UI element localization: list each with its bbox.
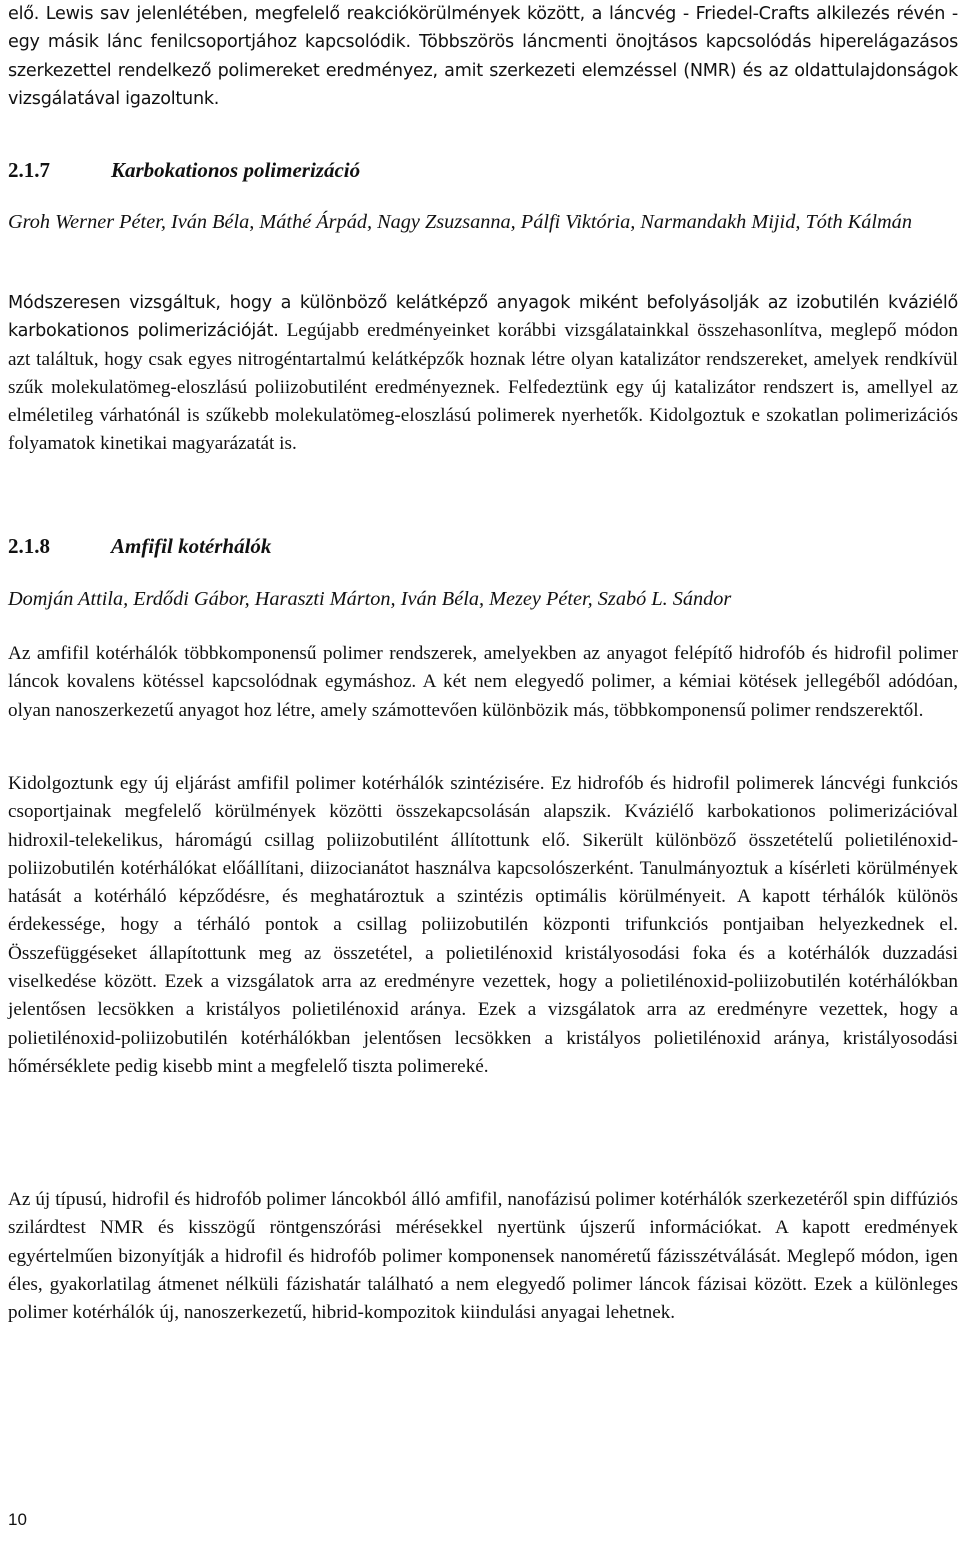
intro-paragraph — [8, 0, 958, 113]
section-title: Amfifil kotérhálók — [111, 534, 272, 558]
paragraph-sans-part: Módszeresen vizsgáltuk, hogy a különböző kelátképző anyagok miként befolyásolják az izobutilén kváziélő karbokationos polimerizációját. — [8, 293, 958, 342]
section-paragraph: Kidolgoztunk egy új eljárást amfifil polimer kotérhálók szintézisére. Ez hidrofób és hidrofil polimerek láncvégi funkciós csoportjainak megfelelő körülmények közötti összekapcsolásán alapszik. Kváziélő karbokationos polimerizációval hidroxil-telekelikus, háromágú csillag poliizobutilént állítottunk elő. Sikerült különböző összetételű polietilénoxid-poliizobutilén kotérhálókat előállítani, diizocianátot használva kapcsolószerként. Tanulmányoztuk a kísérleti körülmények hatását a kotérháló képződésre, és meghatároztuk a szintézis optimális körülményeit. A kapott térhálók különös érdekessége, hogy a térháló pontok a csillag poliizobutilén központi trifunkciós pontjaiban helyezkednek el. Összefüggéseket állapítottunk meg az összetétel, a polietilénoxid kristályosodási foka és a kotérhálók duzzadási viselkedése között. Ezek a vizsgálatok arra az eredményre vezettek, hogy a polietilénoxid-poliizobutilén kotérhálókban jelentősen lecsökken a kristályos polietilénoxid aránya. Ezek a vizsgálatok arra az eredményre vezettek, hogy a polietilénoxid-poliizobutilén kotérhálókban jelentősen lecsökken a kristályos polietilénoxid aránya, kristályosodási hőmérséklete pedig kisebb mint a megfelelő tiszta polimereké. — [8, 773, 958, 1077]
paragraph-serif-part: Legújabb eredményeinket korábbi vizsgálatainkkal összehasonlítva, meglepő módon azt találtuk, hogy csak egyes nitrogéntartalmú kelátképzők hoznak létre olyan katalizátor rendszereket, amelyek rendkívül szűk molekulatömeg-eloszlású poliizobutilént eredményeznek. Felfedeztünk egy új katalizátor rendszert is, amellyel az elméletileg várhatónál is szűkebb molekulatömeg-eloszlású polimerek nyerhetők. Kidolgoztuk e szokatlan polimerizációs folyamatok kinetikai magyarázatát is. — [8, 320, 958, 455]
page-number: 10 — [8, 1510, 27, 1529]
section-paragraph: Az amfifil kotérhálók többkomponensű polimer rendszerek, amelyekben az anyagot felépítő hidrofób és hidrofil polimer láncok kovalens kötéssel kapcsolódnak egymáshoz. A két nem elegyedő polimer, a kémiai kötések jellegéből adódóan, olyan nanoszerkezetű anyagot hoz létre, amely számottevően különbözik más, többkomponensű polimer rendszerektől. — [8, 643, 958, 721]
section-paragraph: Az új típusú, hidrofil és hidrofób polimer láncokból álló amfifil, nanofázisú polimer kotérhálók szerkezetéről spin diffúziós szilárdtest NMR és kisszögű röntgenszórási mérésekkel nyertünk újszerű információkat. A kapott eredmények egyértelműen bizonyítják a hidrofil és hidrofób polimer komponensek nanoméretű fázisszétválását. Meglepő módon, igen éles, gyakorlatilag átmenet nélküli fázishatár található a nem elegyedő polimer láncok fázisai között. Ezek a különleges polimer kotérhálók új, nanoszerkezetű, hibrid-kompozitok kiindulási anyagai lehetnek. — [8, 1189, 958, 1324]
section-heading-2-1-7 — [8, 156, 360, 184]
intro-sans-text: elő. Lewis sav jelenlétében, megfelelő reakciókörülmények között, a láncvég - Friedel-Crafts alkilezés révén - egy másik lánc fenilcsoportjához kapcsolódik. Többszörös láncmenti önojtásos kapcsolódás hiperelágazásos szerkezettel rendelkező polimereket eredményez, amit szerkezeti elemzéssel (NMR) és az oldattulajdonságok vizsgálatával igazoltunk. — [8, 4, 958, 109]
section-paragraph — [8, 289, 958, 459]
section-authors: Domján Attila, Erdődi Gábor, Haraszti Márton, Iván Béla, Mezey Péter, Szabó L. Sándor — [8, 588, 732, 610]
section-title: Karbokationos polimerizáció — [111, 158, 361, 182]
section-authors: Groh Werner Péter, Iván Béla, Máthé Árpád, Nagy Zsuzsanna, Pálfi Viktória, Narmandakh Mijid, Tóth Kálmán — [8, 211, 912, 233]
section-number: 2.1.7 — [8, 158, 50, 182]
section-heading-2-1-8 — [8, 532, 271, 560]
section-number: 2.1.8 — [8, 534, 50, 558]
